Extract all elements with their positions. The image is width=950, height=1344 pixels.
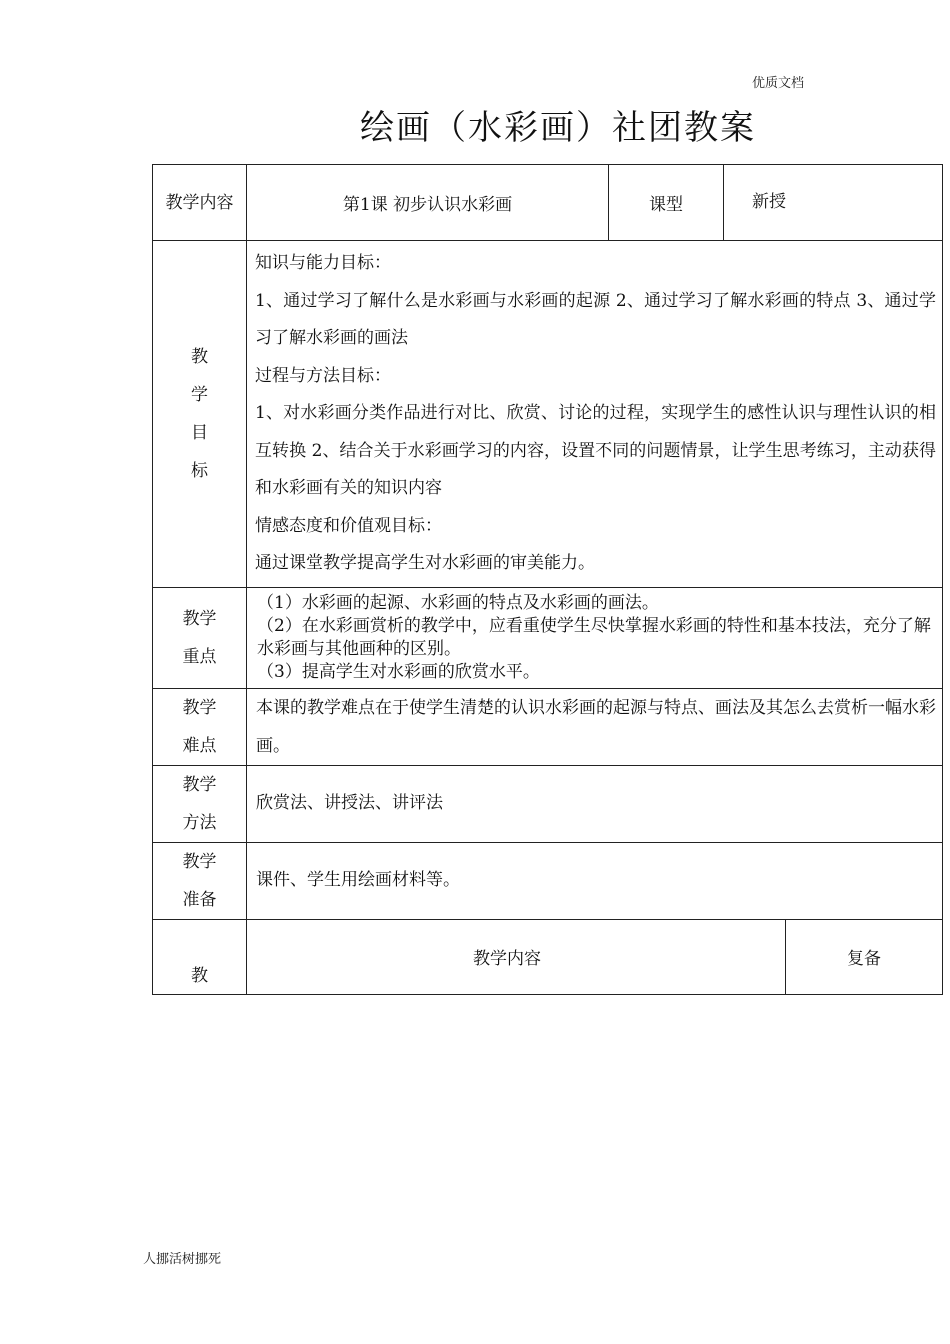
row-teaching-preparation bbox=[153, 842, 943, 919]
objective-heading-knowledge: 知识与能力目标： bbox=[255, 253, 391, 273]
teaching-objectives-content bbox=[247, 241, 943, 588]
teaching-content-label: 教学内容 bbox=[153, 165, 247, 241]
teaching-preparation-content: 课件、学生用绘画材料等。 bbox=[247, 842, 943, 919]
lesson-type-label: 课型 bbox=[609, 165, 724, 241]
teaching-method-content: 欣赏法、讲授法、讲评法 bbox=[247, 765, 943, 842]
lesson-name: 第1课 初步认识水彩画 bbox=[247, 165, 609, 241]
lesson-type-value: 新授 bbox=[724, 165, 943, 241]
header-note: 优质文档 bbox=[752, 76, 805, 91]
teaching-keypoints-content bbox=[247, 587, 943, 688]
content-column-header: 教学内容 bbox=[247, 919, 786, 994]
teaching-difficulty-label: 教学 难点 bbox=[153, 688, 247, 765]
teaching-preparation-label: 教学 准备 bbox=[153, 842, 247, 919]
row-teaching-content bbox=[153, 165, 943, 241]
teaching-process-label: 教 bbox=[153, 919, 247, 994]
teaching-objectives-label: 教 学 目 标 bbox=[153, 241, 247, 588]
row-teaching-keypoints bbox=[153, 587, 943, 688]
objective-heading-process: 过程与方法目标： bbox=[255, 365, 391, 386]
keypoint-item: （1）水彩画的起源、水彩画的特点及水彩画的画法。 bbox=[257, 592, 659, 613]
footer-note: 人挪活树挪死 bbox=[143, 1252, 222, 1267]
row-teaching-difficulty bbox=[153, 688, 943, 765]
row-teaching-objectives bbox=[153, 241, 943, 588]
lesson-plan-table bbox=[152, 164, 943, 995]
review-column-header: 复备 bbox=[786, 919, 943, 994]
objective-process-items: 1、对水彩画分类作品进行对比、欣赏、讨论的过程，实现学生的感性认识与理性认识的相互转换 2、结合关于水彩画学习的内容，设置不同的问题情景，让学生思考练习，主动获得和水彩画有关的知识内容 bbox=[255, 403, 936, 498]
objective-attitude-item: 通过课堂教学提高学生对水彩画的审美能力。 bbox=[255, 553, 595, 573]
keypoint-item: （2）在水彩画赏析的教学中，应看重使学生尽快掌握水彩画的特性和基本技法，充分了解水彩画与其他画种的区别。 bbox=[257, 615, 931, 659]
teaching-keypoints-label: 教学 重点 bbox=[153, 587, 247, 688]
row-teaching-method bbox=[153, 765, 943, 842]
row-teaching-process bbox=[153, 919, 943, 994]
keypoint-item: （3）提高学生对水彩画的欣赏水平。 bbox=[257, 661, 540, 682]
document-title: 绘画（水彩画）社团教案 bbox=[360, 108, 756, 148]
teaching-difficulty-content: 本课的教学难点在于使学生清楚的认识水彩画的起源与特点、画法及其怎么去赏析一幅水彩画。 bbox=[247, 688, 943, 765]
teaching-method-label: 教学 方法 bbox=[153, 765, 247, 842]
objective-knowledge-items: 1、通过学习了解什么是水彩画与水彩画的起源 2、通过学习了解水彩画的特点 3、通过学习了解水彩画的画法 bbox=[255, 290, 936, 348]
objective-heading-attitude: 情感态度和价值观目标： bbox=[255, 515, 442, 536]
